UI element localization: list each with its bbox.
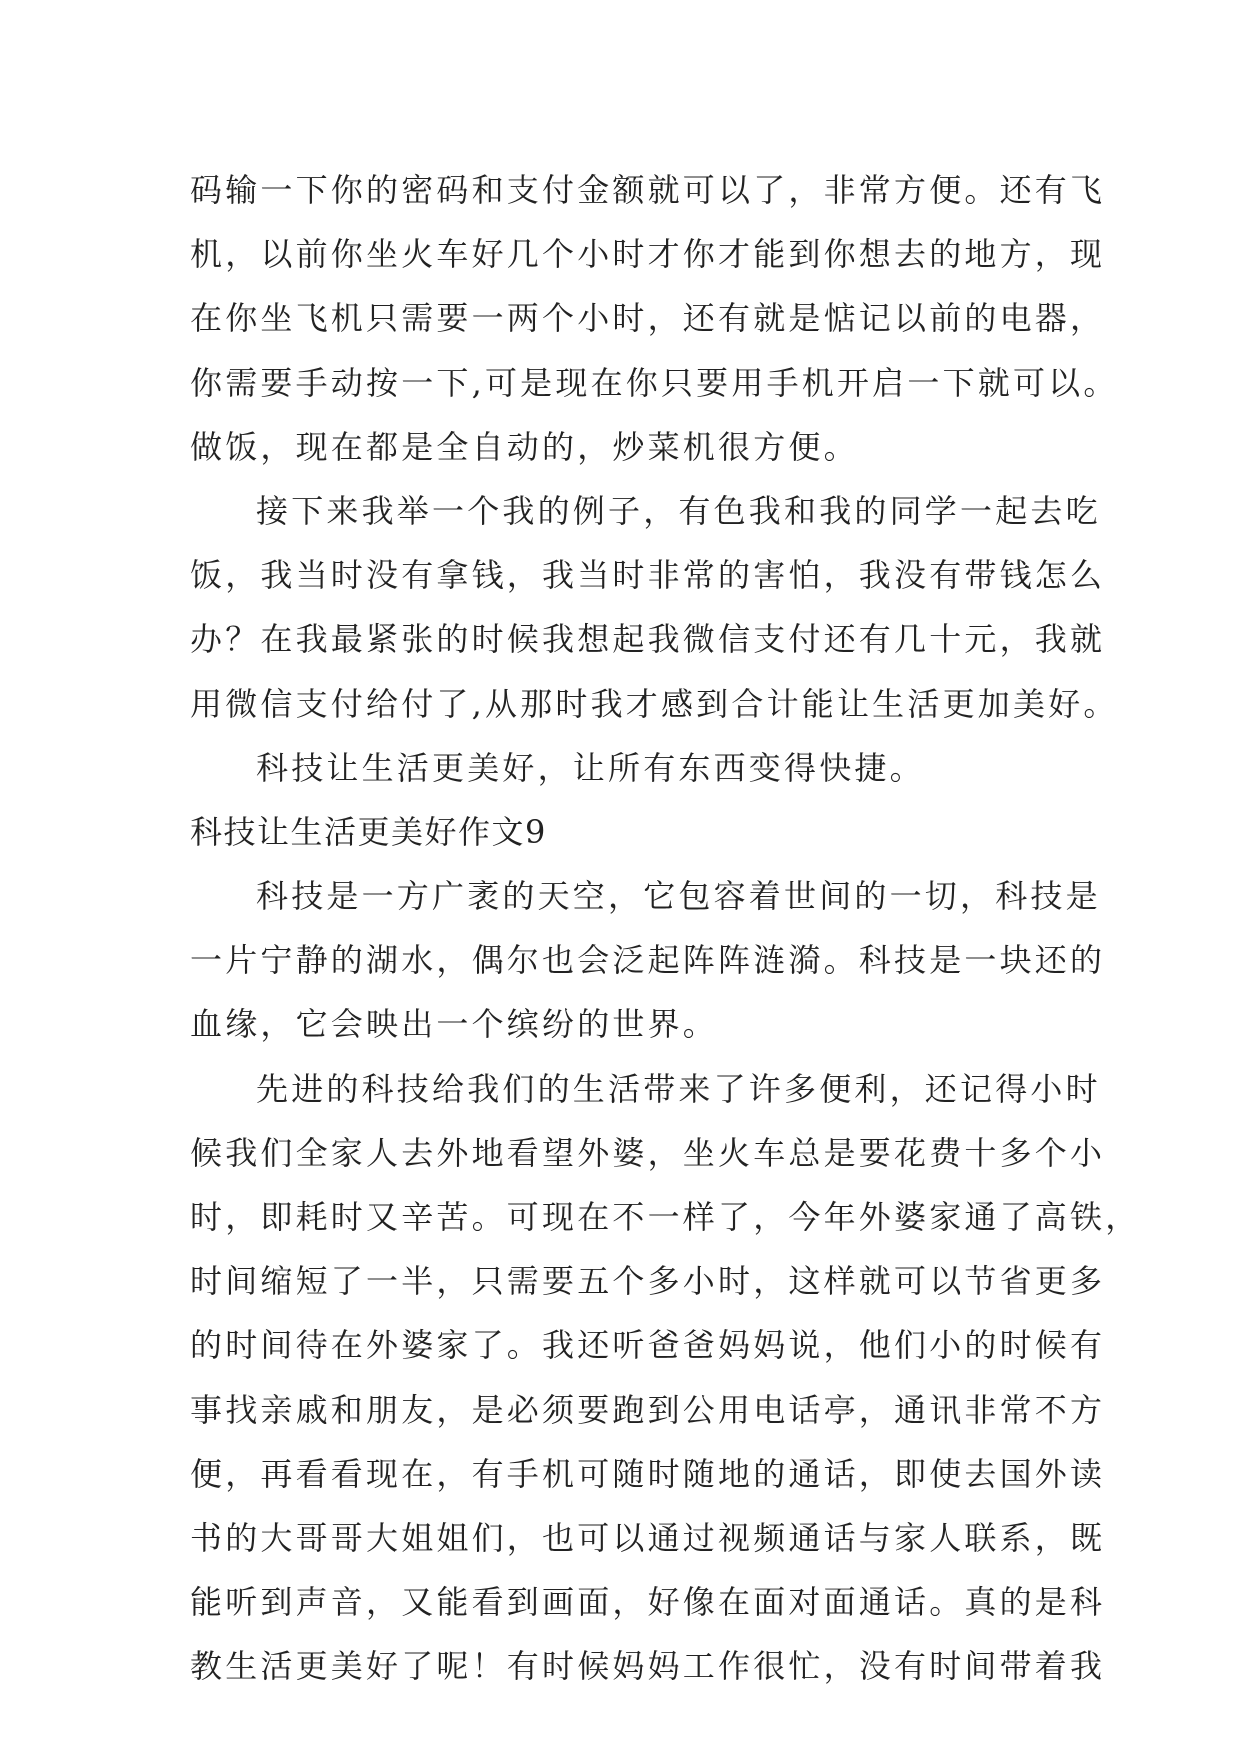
text-line: 教生活更美好了呢！有时候妈妈工作很忙，没有时间带着我 [190,1647,1106,1686]
section-heading: 科技让生活更美好作文9 [190,812,547,851]
text-line: 码输一下你的密码和支付金额就可以了，非常方便。还有飞 [190,171,1106,209]
text-line: 机，以前你坐火车好几个小时才你才能到你想去的地方，现 [190,235,1106,274]
text-line: 饭，我当时没有拿钱，我当时非常的害怕，我没有带钱怎么 [190,556,1106,595]
text-line: 时间缩短了一半，只需要五个多小时，这样就可以节省更多 [190,1262,1106,1301]
text-line: 时，即耗时又辛苦。可现在不一样了，今年外婆家通了高铁， [190,1198,1141,1236]
text-line: 血缘，它会映出一个缤纷的世界。 [190,1005,719,1044]
text-line: 能听到声音，又能看到画面，好像在面对面通话。真的是科 [190,1583,1106,1622]
text-line: 便，再看看现在，有手机可随时随地的通话，即使去国外读 [190,1454,1106,1493]
text-line: 书的大哥哥大姐姐们，也可以通过视频通话与家人联系，既 [190,1518,1106,1557]
text-line: 在你坐飞机只需要一两个小时，还有就是惦记以前的电器， [190,299,1106,338]
document-body [190,158,1141,1699]
text-line: 的时间待在外婆家了。我还听爸爸妈妈说，他们小的时候有 [190,1326,1106,1365]
text-line: 一片宁静的湖水，偶尔也会泛起阵阵涟漪。科技是一块还的 [190,941,1106,980]
text-line: 做饭，现在都是全自动的，炒菜机很方便。 [190,427,859,466]
text-line: 办？在我最紧张的时候我想起我微信支付还有几十元，我就 [190,620,1106,659]
text-line: 你需要手动按一下,可是现在你只要用手机开启一下就可以。 [190,363,1119,402]
text-line: 科技让生活更美好，让所有东西变得快捷。 [256,748,925,787]
text-line: 事找亲戚和朋友，是必须要跑到公用电话亭，通讯非常不方 [190,1390,1106,1429]
text-line: 接下来我举一个我的例子，有色我和我的同学一起去吃 [256,491,1101,530]
text-line: 科技是一方广袤的天空，它包容着世间的一切，科技是 [256,877,1101,916]
text-line: 先进的科技给我们的生活带来了许多便利，还记得小时 [256,1069,1101,1108]
text-line: 用微信支付给付了,从那时我才感到合计能让生活更加美好。 [190,684,1119,723]
text-line: 候我们全家人去外地看望外婆，坐火车总是要花费十多个小 [190,1133,1106,1172]
